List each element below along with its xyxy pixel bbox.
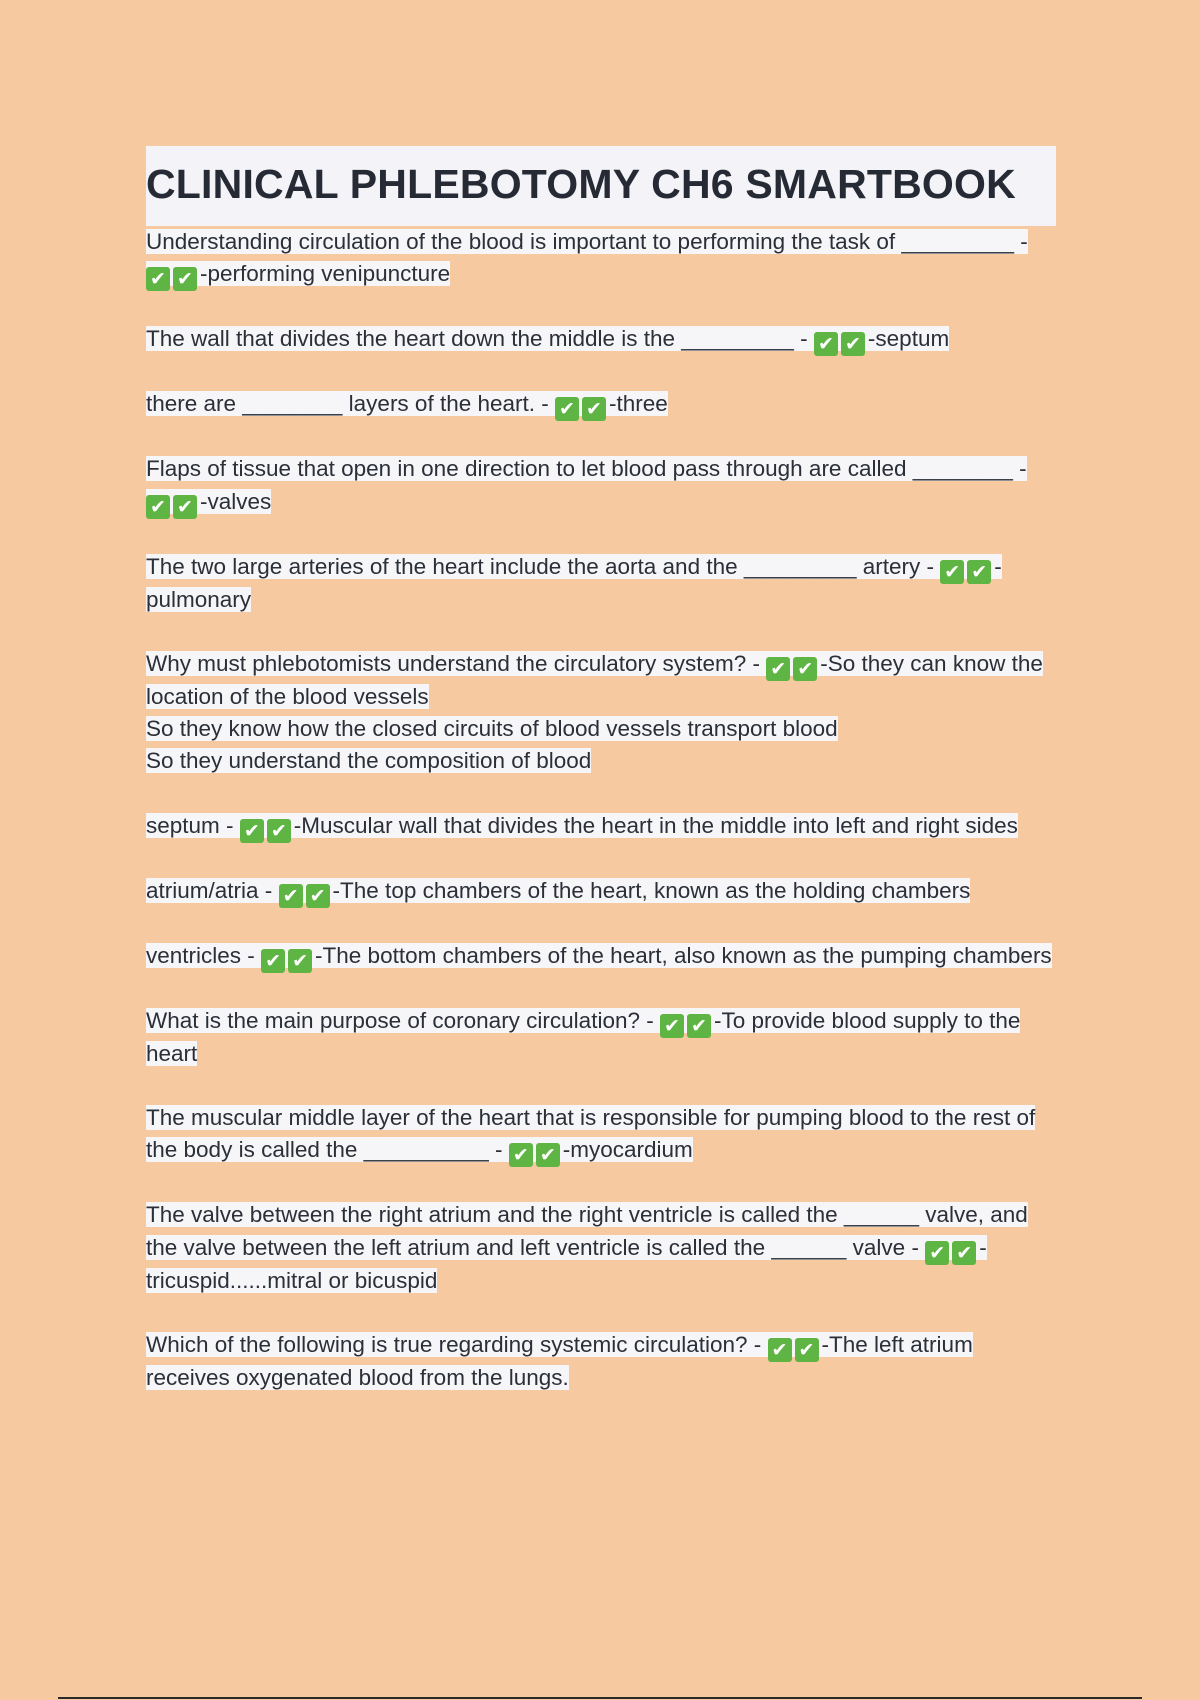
check-mark-icon: ✔ (766, 657, 790, 681)
check-mark-icon: ✔ (173, 495, 197, 519)
document-page (146, 146, 1056, 1426)
check-mark-icon: ✔ (279, 884, 303, 908)
question-text: What is the main purpose of coronary circulation? (146, 1007, 640, 1033)
title-block (146, 146, 1056, 226)
page-bottom-rule (58, 1697, 1142, 1699)
separator: - (1012, 456, 1027, 482)
answer-text: -myocardium (562, 1137, 693, 1163)
separator: - (1014, 229, 1028, 254)
qa-item (146, 551, 1056, 616)
question-text: The valve between the right atrium and the right ventricle is called the ______ valve, and the valve between the left atrium and left ventricle is called the ______ valve (146, 1202, 1028, 1260)
check-mark-icon: ✔ (768, 1338, 792, 1362)
question-text: septum (146, 812, 220, 838)
check-mark-icon: ✔ (509, 1143, 533, 1167)
separator: - (920, 553, 941, 579)
check-mark-icon: ✔ (261, 949, 285, 973)
check-mark-icon: ✔ (288, 949, 312, 973)
check-mark-icon: ✔ (952, 1241, 976, 1265)
qa-item-text (146, 877, 971, 907)
qa-item (146, 875, 1056, 908)
check-mark-icon: ✔ (660, 1014, 684, 1038)
check-mark-icon: ✔ (146, 267, 170, 291)
qa-item-text (146, 456, 1027, 518)
answer-text: -tricuspid......mitral or bicuspid (146, 1234, 987, 1293)
answer-text: So they know how the closed circuits of blood vessels transport blood (146, 716, 838, 742)
question-text: The two large arteries of the heart include the aorta and the _________ artery (146, 553, 921, 579)
check-mark-icon: ✔ (582, 397, 606, 421)
question-text: The wall that divides the heart down the middle is the _________ (146, 326, 794, 352)
check-mark-icon: ✔ (687, 1014, 711, 1038)
qa-item (146, 1005, 1056, 1070)
answer-text: -valves (200, 488, 272, 514)
qa-item (146, 1329, 1056, 1394)
answer-text: So they understand the composition of blood (146, 748, 592, 774)
qa-item (146, 810, 1056, 843)
check-mark-icon: ✔ (967, 560, 991, 584)
qa-item-text (146, 1332, 973, 1390)
question-text: atrium/atria (146, 877, 259, 903)
qa-item-text (146, 651, 1043, 774)
qa-item-text (146, 229, 1028, 291)
separator: - (241, 942, 262, 968)
question-text: Which of the following is true regarding systemic circulation? (146, 1331, 748, 1357)
answer-text: -The bottom chambers of the heart, also known as the pumping chambers (315, 942, 1052, 968)
check-mark-icon: ✔ (814, 332, 838, 356)
check-mark-icon: ✔ (940, 560, 964, 584)
check-mark-icon: ✔ (841, 332, 865, 356)
qa-item (146, 940, 1056, 973)
qa-item (146, 226, 1056, 291)
question-text: Why must phlebotomists understand the circulatory system? (146, 650, 747, 676)
check-mark-icon: ✔ (240, 819, 264, 843)
check-mark-icon: ✔ (793, 657, 817, 681)
qa-item (146, 388, 1056, 421)
answer-text: -So they can know the location of the blood vessels (146, 650, 1043, 709)
separator: - (640, 1007, 660, 1033)
check-mark-icon: ✔ (925, 1241, 949, 1265)
separator: - (793, 326, 814, 352)
check-mark-icon: ✔ (555, 397, 579, 421)
check-mark-icon: ✔ (306, 884, 330, 908)
qa-list (146, 226, 1056, 1394)
separator: - (488, 1137, 509, 1163)
question-text: Understanding circulation of the blood is important to performing the task of _________ (146, 229, 1015, 254)
qa-item (146, 323, 1056, 356)
separator: - (747, 1331, 768, 1357)
separator: - (535, 391, 556, 417)
answer-text: -The top chambers of the heart, known as the holding chambers (332, 877, 971, 903)
qa-item (146, 1102, 1056, 1167)
question-text: The muscular middle layer of the heart that is responsible for pumping blood to the rest of the body is called the __________ (146, 1105, 1036, 1163)
question-text: there are ________ layers of the heart. (146, 391, 536, 417)
answer-text: -performing venipuncture (200, 261, 451, 287)
qa-item-text (146, 1202, 1028, 1292)
separator: - (219, 812, 240, 838)
qa-item-text (146, 942, 1052, 972)
qa-item-text (146, 554, 1002, 612)
check-mark-icon: ✔ (536, 1143, 560, 1167)
check-mark-icon: ✔ (173, 267, 197, 291)
check-mark-icon: ✔ (267, 819, 291, 843)
qa-item (146, 648, 1056, 778)
answer-text: -The left atrium receives oxygenated blood from the lungs. (146, 1331, 973, 1390)
document-title: CLINICAL PHLEBOTOMY CH6 SMARTBOOK (146, 161, 1016, 207)
separator: - (746, 650, 767, 676)
qa-item-text (146, 812, 1018, 842)
qa-item (146, 1199, 1056, 1297)
answer-text: -three (609, 391, 668, 417)
separator: - (258, 877, 279, 903)
qa-item-text (146, 1105, 1036, 1167)
question-text: ventricles (146, 942, 242, 968)
check-mark-icon: ✔ (146, 495, 170, 519)
check-mark-icon: ✔ (795, 1338, 819, 1362)
answer-text: -septum (867, 326, 950, 352)
answer-text: -To provide blood supply to the heart (146, 1007, 1021, 1066)
answer-text: -pulmonary (146, 553, 1002, 612)
separator: - (905, 1234, 926, 1260)
qa-item-text (146, 391, 668, 421)
qa-item-text (146, 326, 950, 356)
qa-item (146, 453, 1056, 518)
qa-item-text (146, 1008, 1020, 1066)
question-text: Flaps of tissue that open in one direction to let blood pass through are called ________ (146, 456, 1013, 482)
answer-text: -Muscular wall that divides the heart in the middle into left and right sides (293, 812, 1018, 838)
